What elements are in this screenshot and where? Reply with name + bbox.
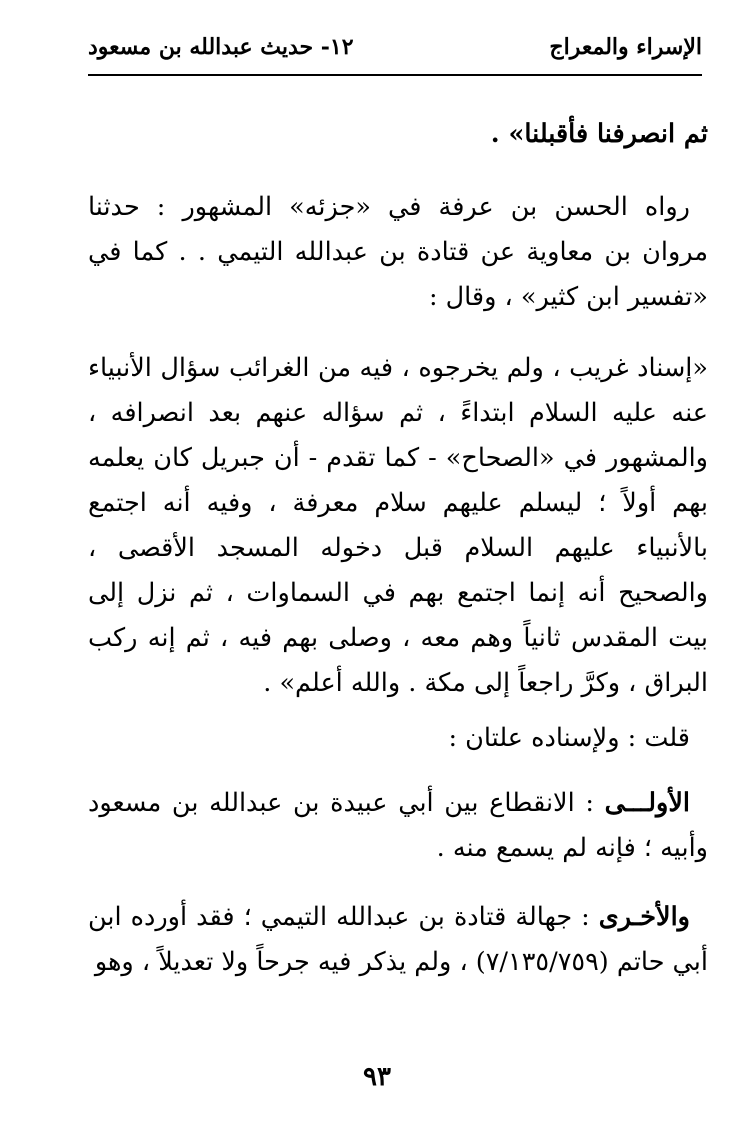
page-number: ٩٣ [363, 1062, 391, 1092]
paragraph-second-defect [88, 895, 708, 985]
book-title: الإسراء والمعراج [549, 34, 702, 60]
quotation-paragraph: «إسناد غريب ، ولم يخرجوه ، فيه من الغرائب سؤال الأنبياء عنه عليه السلام ابتداءً ، ثم سؤاله عنهم بعد انصرافه ، والمشهور في «الصحاح» - كما تقدم - أن جبريل كان يعلمه بهم أولاً ؛ ليسلم عليهم سلام معرفة ، وفيه أنه اجتمع بالأنبياء عليهم السلام قبل دخوله المسجد الأقصى ، والصحيح أنه إنما اجتمع بهم في السماوات ، ثم نزل إلى بيت المقدس ثانياً وهم معه ، وصلى بهم فيه ، ثم إنه ركب البراق ، وكرَّ راجعاً إلى مكة . والله أعلم» . [88, 353, 708, 698]
first-defect-text: : الانقطاع بين أبي عبيدة بن عبدالله بن مسعود وأبيه ؛ فإنه لم يسمع منه . [88, 788, 708, 863]
second-defect-text: : جهالة قتادة بن عبدالله التيمي ؛ فقد أورده ابن أبي حاتم (٧/١٣٥/٧٥٩) ، ولم يذكر فيه جرحاً ولا تعديلاً ، وهو [88, 902, 708, 977]
running-header [88, 30, 702, 76]
chapter-title: ١٢- حديث عبدالله بن مسعود [88, 34, 354, 60]
paragraph-1: ثم انصرفنا فأقبلنا» . [490, 119, 708, 149]
paragraph-4: قلت : ولإسناده علتان : [448, 723, 690, 753]
paragraph-first-defect [88, 781, 708, 871]
paragraph-2: رواه الحسن بن عرفة في «جزئه» المشهور : حدثنا مروان بن معاوية عن قتادة بن عبدالله التيمي . . كما في «تفسير ابن كثير» ، وقال : [88, 192, 708, 312]
first-defect-label: الأولـــى [604, 788, 690, 818]
second-defect-label: والأخـرى [598, 902, 690, 932]
page-body [88, 112, 708, 985]
